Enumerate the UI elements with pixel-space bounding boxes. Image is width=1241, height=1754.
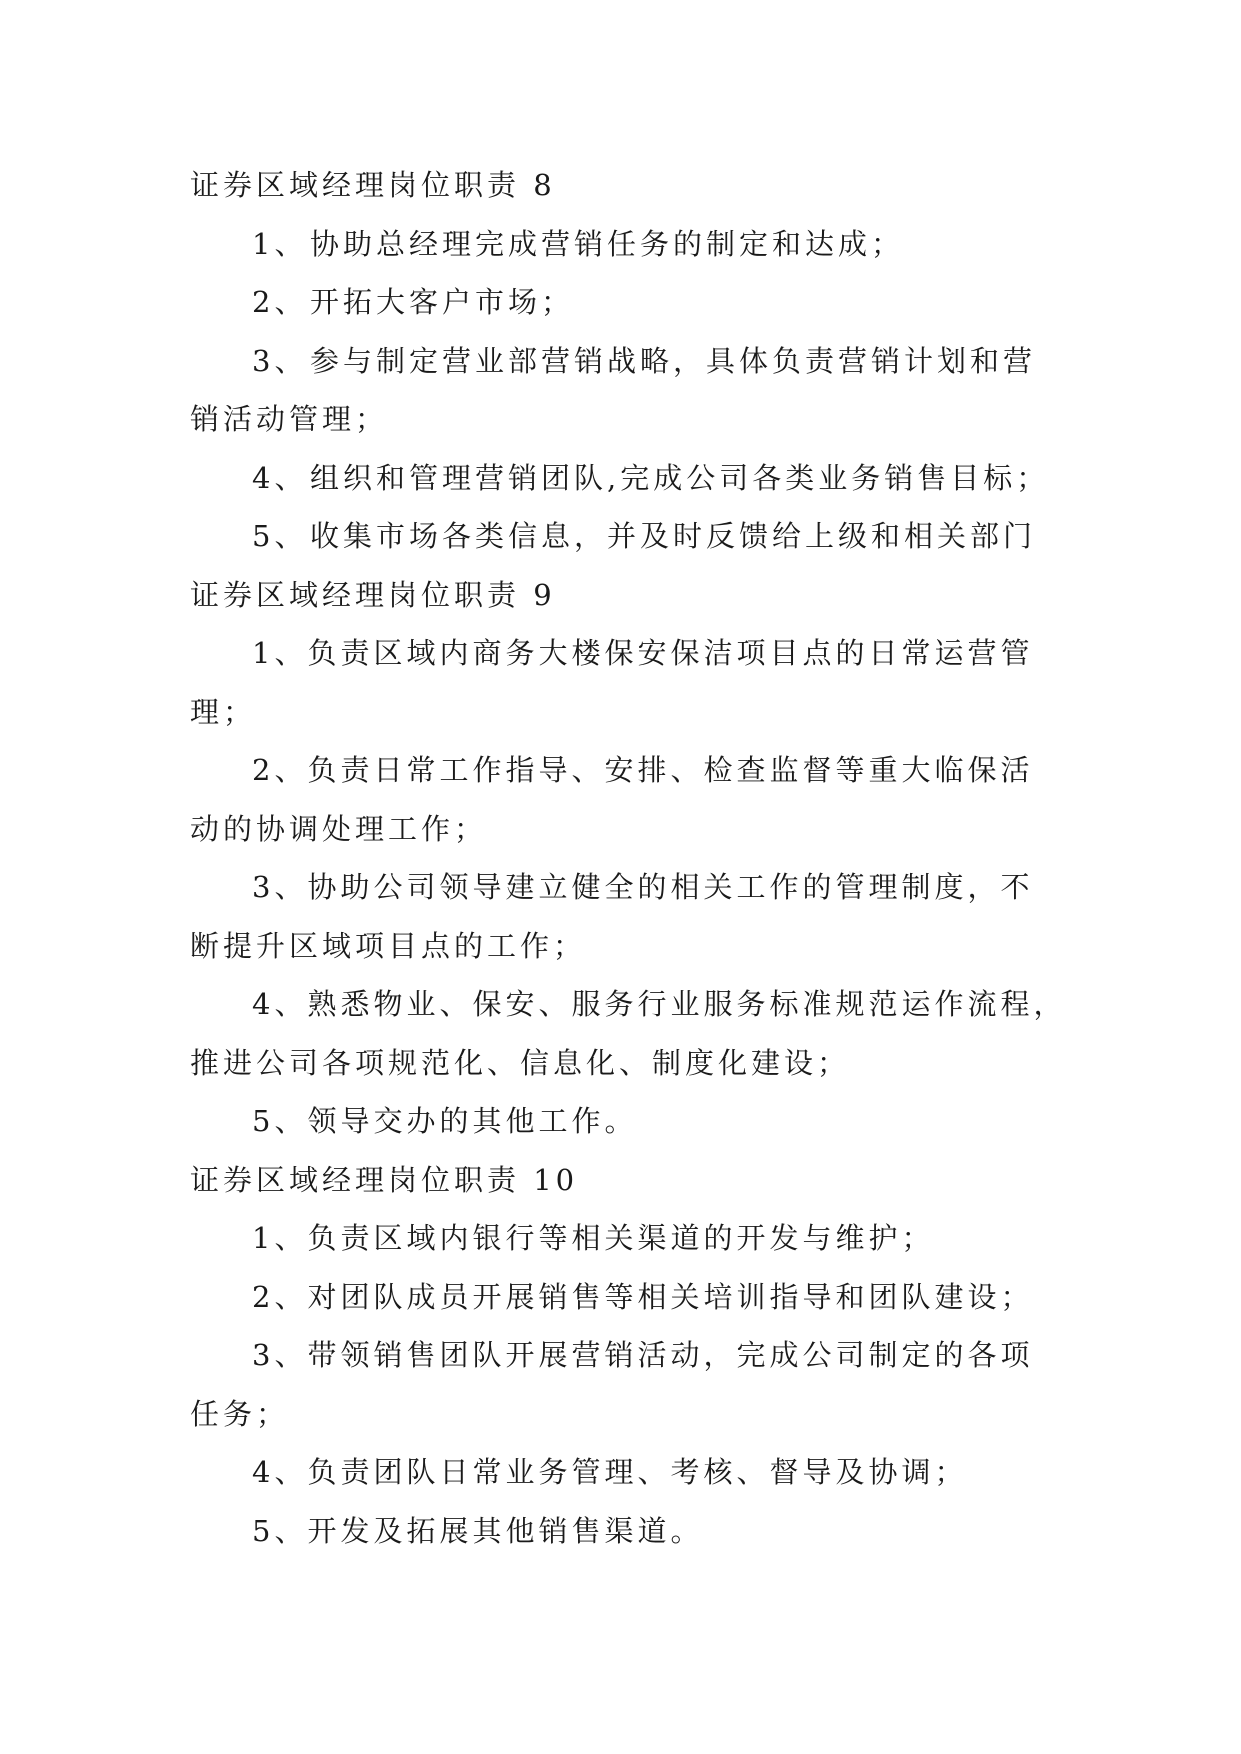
item-continuation: 动的协调处理工作； [190, 811, 488, 846]
item-number: 5、 [252, 519, 308, 553]
list-item [190, 449, 1070, 508]
list-item [190, 215, 1070, 274]
item-number: 1、 [252, 226, 308, 261]
list-item: 3、带领销售团队开展营销活动，完成公司制定的各项 [252, 1338, 1034, 1372]
item-number: 2、 [252, 285, 308, 319]
item-continuation: 推进公司各项规范化、信息化、制度化建设； [190, 1045, 851, 1080]
item-continuation: 断提升区域项目点的工作； [190, 928, 587, 963]
list-item: 1、负责区域内银行等相关渠道的开发与维护； [252, 1221, 935, 1255]
item-text: 参与制定营业部营销战略，具体负责营销计划和营 [310, 343, 1037, 378]
section-title: 证券区域经理岗位职责 8 [190, 168, 556, 202]
list-item [190, 332, 1070, 391]
document-body [190, 156, 1070, 1560]
item-continuation: 任务； [190, 1396, 290, 1431]
list-item [190, 273, 1070, 332]
item-text: 收集市场各类信息，并及时反馈给上级和相关部门 [310, 519, 1037, 553]
list-item: 2、负责日常工作指导、安排、检查监督等重大临保活 [252, 753, 1034, 787]
section-title: 证券区域经理岗位职责 9 [190, 577, 556, 612]
item-text: 协助总经理完成营销任务的制定和达成； [310, 226, 905, 261]
list-item: 4、熟悉物业、保安、服务行业服务标准规范运作流程， [252, 987, 1067, 1021]
item-number: 3、 [252, 343, 308, 378]
item-continuation: 销活动管理； [190, 402, 389, 436]
section-title: 证券区域经理岗位职责 10 [190, 1162, 579, 1197]
item-text: 组织和管理营销团队,完成公司各类业务销售目标； [310, 460, 1050, 495]
item-continuation: 理； [190, 694, 257, 729]
list-item: 1、负责区域内商务大楼保安保洁项目点的日常运营管 [252, 636, 1034, 670]
list-item [190, 507, 1070, 566]
item-number: 4、 [252, 460, 308, 495]
list-item: 5、领导交办的其他工作。 [252, 1104, 638, 1138]
list-item: 5、开发及拓展其他销售渠道。 [252, 1513, 704, 1548]
list-item: 3、协助公司领导建立健全的相关工作的管理制度，不 [252, 870, 1034, 904]
list-item: 2、对团队成员开展销售等相关培训指导和团队建设； [252, 1279, 1034, 1314]
list-item: 4、负责团队日常业务管理、考核、督导及协调； [252, 1455, 968, 1489]
item-text: 开拓大客户市场； [310, 285, 575, 319]
